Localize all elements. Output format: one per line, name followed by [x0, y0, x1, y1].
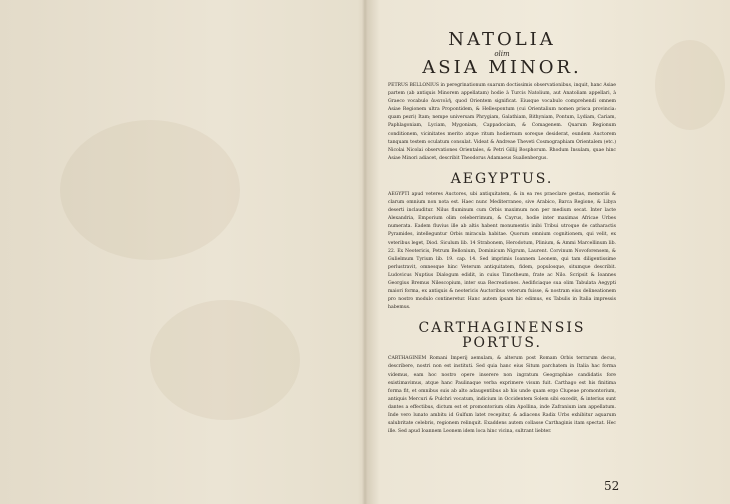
title-asia-minor: ASIA MINOR.: [422, 57, 582, 78]
heading-carthaginensis: CARTHAGINENSIS: [418, 320, 586, 337]
paper-stain: [60, 120, 240, 260]
title-natolia: NATOLIA: [448, 29, 556, 50]
page-number: 52: [604, 479, 620, 493]
natolia-paragraph: PETRUS BELLONIUS in peregrinationum suarum doctissimis observationibus, inquit, hanc Asiae partem (ab antiquis Minorem appellatam) hodie à Turcis Natolium, aut Anatoliam appellari, à Graeco vocabulo ἀνατολή, quod Orientem significat. Eiusque vocabulo comprehendi omnem Asiae Regionem ultra Propontidem, & Hellespontum (cui Orientalium nomen prisca provincia: quam pezri) Itam; nempe universam Phrygiam, Galathiam, Bithyniam, Pontum, Lydiam, Cariam, Paphlagoniam, Lyciam, Mygoniam, Cappadociam, & Comagenem. Quarum Regionum conditionem, vicinitates merito atque ritum hodiernum soreque desiderat, eundem Auctorem tanquam testem oculatum consulat. Videat & Andreae Theveti Cosmographiam Orientalem (etc.) Nicolai Nicolai observationes Orientales, & Petri Gillij Bosphorum. Rhodum Insulam, quae hinc Asiae Minori adiacet, describit Theodorus Adamaeus Suallenbergus.: [388, 83, 616, 161]
heading-portus: PORTUS.: [462, 335, 542, 352]
aegyptus-paragraph: AEGYPTI apud veteres Auctores, ubi antiquitatem, & in ea res praeclare gestas, memoriis & clarum omnium non nota est. Haec nunc Mediterraneo, sive Arabico, Barca Regione, & Libya deserti inclauditur. Nilus fluminum cum Orbis maximum non per medium secat. Inter lacte Alexandria, Emporium olim celeberrimum, & Cayrus, hodie inter maximas Africae Urbes numerata. Eadem fluvius ille ab altis habent monumentis inibi Tribui utroque de catharactis Pyramides, intelleguntur Orbis miracula habitae. Quorum omnium cognitionem, qui velit, ex veteribus leget, Diod. Siculum lib. 14 Strabonem, Herodotum, Plinium, & Ammi Marcellinum lib. 22. Ex Neotericis, Petrum Bellonium, Dominicum Nigrum, Laurent. Corvinum Novoforensem, & Gulielmum Tyrium lib. 19. cap. 14. Sed imprimis Ioannem Leonem, qui tam diligentissime perlustravit, omnesque hinc Veterum antiquitatem, fidem, populosque, situmque describit. Ludovicus Nuptius Dialogum edidit, in cuius Timotheum, frate ac Nilo. Scripsit & Ioannes Georgius Bremus Nilescopium, inter sua Recreationes. Aedificiaque sua olim Tabulata Aegypti maiori forma, ex antiquis & neotericis Auctoribus veterum fuisse, & nostram eius delineationem pro nostro modulo contineretur. Hanc autem ipsam hic edimus, ex Tabulis in Italia impressis habemus.: [388, 191, 616, 311]
paper-stain: [150, 300, 300, 420]
title-olim: olim: [494, 50, 510, 58]
heading-aegyptus: AEGYPTUS.: [450, 170, 554, 187]
carthago-paragraph: CARTHAGINEM Romani Imperij aemulam, & alterum post Romam Orbis terrarum decus, describere, nostri non est instituti. Sed quia hanc eius Situm parchatem in Italia hac forma videmus, eam hoc nostro opere inserere non ingratum Geographiae candidatis fore existimavimus, atque hanc Paulinaque verba exprimere visum fuit. Carthago est his finitima forma fit, et omnibus suis ab alto adaugentibus ab his unde quam ergo Clupeae promontorium, antiquis Mercuri & Pulchri vocatum, indicium in Occidentem Solem sibi excedit, & interius sunt dantes a effectibus, dictum est et promontorium olim Apollina, inde Zafranium iam appellatum. Inde vero lunato ambitu id Gulfum latet recepitur, & adiacens Radix Urbs exhibitur aquarum salubritate celebris, regionem relinquit. Exaddens autem collasse Carthaginis itam spectat. Hec ille. Sed apud Ioannem Leonem idem loca hinc vicina, sultrant liebter.: [388, 356, 616, 435]
paper-stain: [655, 40, 725, 130]
text-column: [388, 30, 616, 436]
